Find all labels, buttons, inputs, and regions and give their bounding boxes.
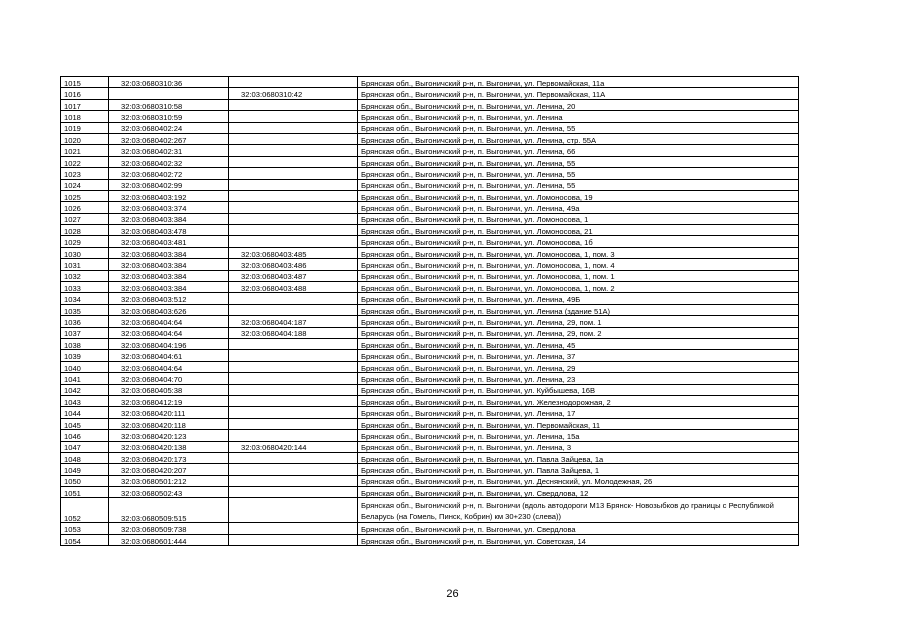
row-number-cell: 1050 — [61, 475, 109, 486]
sub-cadastral-number-cell — [229, 534, 358, 545]
table-row — [61, 475, 799, 486]
row-number-cell: 1026 — [61, 202, 109, 213]
table-row — [61, 77, 799, 88]
cadastral-number-cell: 32:03:0680403:384 — [109, 282, 229, 293]
address-cell: Брянская обл., Выгоничский р-н, п. Выгоничи, ул. Ленина, 15а — [358, 430, 799, 441]
row-number-cell: 1054 — [61, 534, 109, 545]
address-cell: Брянская обл., Выгоничский р-н, п. Выгоничи, ул. Ленина, 17 — [358, 407, 799, 418]
row-number-cell: 1027 — [61, 213, 109, 224]
row-number-cell: 1048 — [61, 452, 109, 463]
table-row — [61, 236, 799, 247]
sub-cadastral-number-cell: 32:03:0680404:188 — [229, 327, 358, 338]
sub-cadastral-number-cell — [229, 77, 358, 88]
address-cell: Брянская обл., Выгоничский р-н, п. Выгоничи, ул. Куйбышева, 16В — [358, 384, 799, 395]
row-number-cell: 1020 — [61, 133, 109, 144]
table-row — [61, 133, 799, 144]
table-row — [61, 99, 799, 110]
row-number-cell: 1022 — [61, 156, 109, 167]
row-number-cell: 1024 — [61, 179, 109, 190]
sub-cadastral-number-cell — [229, 236, 358, 247]
table-row — [61, 464, 799, 475]
sub-cadastral-number-cell — [229, 373, 358, 384]
sub-cadastral-number-cell — [229, 464, 358, 475]
cadastral-number-cell: 32:03:0680420:207 — [109, 464, 229, 475]
table-row — [61, 418, 799, 429]
address-cell: Брянская обл., Выгоничский р-н, п. Выгоничи, ул. Железнодорожная, 2 — [358, 395, 799, 406]
row-number-cell: 1021 — [61, 145, 109, 156]
row-number-cell: 1044 — [61, 407, 109, 418]
sub-cadastral-number-cell — [229, 213, 358, 224]
address-cell: Брянская обл., Выгоничский р-н, п. Выгоничи, ул. Ленина, 29 — [358, 361, 799, 372]
sub-cadastral-number-cell — [229, 156, 358, 167]
sub-cadastral-number-cell: 32:03:0680420:144 — [229, 441, 358, 452]
cadastral-number-cell: 32:03:0680404:61 — [109, 350, 229, 361]
cadastral-number-cell: 32:03:0680403:512 — [109, 293, 229, 304]
table-row — [61, 156, 799, 167]
cadastral-number-cell: 32:03:0680420:123 — [109, 430, 229, 441]
table-row — [61, 259, 799, 270]
sub-cadastral-number-cell: 32:03:0680403:485 — [229, 247, 358, 258]
cadastral-number-cell: 32:03:0680420:173 — [109, 452, 229, 463]
row-number-cell: 1032 — [61, 270, 109, 281]
sub-cadastral-number-cell — [229, 475, 358, 486]
address-cell: Брянская обл., Выгоничский р-н, п. Выгоничи, ул. Ленина — [358, 111, 799, 122]
cadastral-table — [60, 76, 799, 546]
cadastral-number-cell: 32:03:0680402:267 — [109, 133, 229, 144]
cadastral-number-cell: 32:03:0680403:384 — [109, 259, 229, 270]
cadastral-number-cell: 32:03:0680501:212 — [109, 475, 229, 486]
table-row — [61, 293, 799, 304]
row-number-cell: 1040 — [61, 361, 109, 372]
cadastral-number-cell: 32:03:0680405:38 — [109, 384, 229, 395]
cadastral-number-cell: 32:03:0680420:118 — [109, 418, 229, 429]
address-cell: Брянская обл., Выгоничский р-н, п. Выгоничи, ул. Ленина, 37 — [358, 350, 799, 361]
sub-cadastral-number-cell — [229, 384, 358, 395]
cadastral-number-cell: 32:03:0680509:515 — [109, 498, 229, 523]
table-row — [61, 430, 799, 441]
row-number-cell: 1030 — [61, 247, 109, 258]
sub-cadastral-number-cell — [229, 304, 358, 315]
table-row — [61, 441, 799, 452]
address-cell: Брянская обл., Выгоничский р-н, п. Выгоничи, ул. Советская, 14 — [358, 534, 799, 545]
row-number-cell: 1041 — [61, 373, 109, 384]
cadastral-number-cell: 32:03:0680402:24 — [109, 122, 229, 133]
address-cell: Брянская обл., Выгоничский р-н, п. Выгоничи, ул. Первомайская, 11а — [358, 77, 799, 88]
sub-cadastral-number-cell — [229, 133, 358, 144]
address-cell: Брянская обл., Выгоничский р-н, п. Выгоничи, ул. Ленина, 45 — [358, 338, 799, 349]
table-row — [61, 498, 799, 523]
row-number-cell: 1043 — [61, 395, 109, 406]
row-number-cell: 1017 — [61, 99, 109, 110]
table-row — [61, 487, 799, 498]
table-row — [61, 168, 799, 179]
table-row — [61, 523, 799, 534]
sub-cadastral-number-cell — [229, 179, 358, 190]
address-cell: Брянская обл., Выгоничский р-н, п. Выгоничи, ул. Ленина, 29, пом. 1 — [358, 316, 799, 327]
cadastral-number-cell: 32:03:0680403:192 — [109, 190, 229, 201]
sub-cadastral-number-cell — [229, 350, 358, 361]
table-row — [61, 327, 799, 338]
address-cell: Брянская обл., Выгоничский р-н, п. Выгоничи, ул. Ломоносова, 1, пом. 3 — [358, 247, 799, 258]
address-cell: Брянская обл., Выгоничский р-н, п. Выгоничи, ул. Ленина, 23 — [358, 373, 799, 384]
row-number-cell: 1047 — [61, 441, 109, 452]
table-row — [61, 384, 799, 395]
table-row — [61, 534, 799, 545]
cadastral-number-cell: 32:03:0680601:444 — [109, 534, 229, 545]
row-number-cell: 1023 — [61, 168, 109, 179]
table-row — [61, 350, 799, 361]
table-row — [61, 225, 799, 236]
cadastral-number-cell — [109, 88, 229, 99]
cadastral-table-body — [61, 77, 799, 546]
cadastral-number-cell: 32:03:0680404:64 — [109, 361, 229, 372]
row-number-cell: 1036 — [61, 316, 109, 327]
table-row — [61, 179, 799, 190]
cadastral-number-cell: 32:03:0680403:478 — [109, 225, 229, 236]
row-number-cell: 1045 — [61, 418, 109, 429]
row-number-cell: 1031 — [61, 259, 109, 270]
table-row — [61, 316, 799, 327]
sub-cadastral-number-cell — [229, 452, 358, 463]
address-cell: Брянская обл., Выгоничский р-н, п. Выгоничи, ул. Ленина, 49а — [358, 202, 799, 213]
address-cell: Брянская обл., Выгоничский р-н, п. Выгоничи, ул. Свердлова — [358, 523, 799, 534]
cadastral-number-cell: 32:03:0680402:72 — [109, 168, 229, 179]
sub-cadastral-number-cell: 32:03:0680403:487 — [229, 270, 358, 281]
sub-cadastral-number-cell: 32:03:0680403:488 — [229, 282, 358, 293]
cadastral-number-cell: 32:03:0680509:738 — [109, 523, 229, 534]
cadastral-number-cell: 32:03:0680310:58 — [109, 99, 229, 110]
sub-cadastral-number-cell — [229, 168, 358, 179]
address-cell: Брянская обл., Выгоничский р-н, п. Выгоничи, ул. Ленина, 3 — [358, 441, 799, 452]
address-cell: Брянская обл., Выгоничский р-н, п. Выгоничи, ул. Ломоносова, 1 — [358, 213, 799, 224]
address-cell: Брянская обл., Выгоничский р-н, п. Выгоничи, ул. Ленина, 66 — [358, 145, 799, 156]
cadastral-number-cell: 32:03:0680412:19 — [109, 395, 229, 406]
cadastral-number-cell: 32:03:0680403:384 — [109, 247, 229, 258]
cadastral-number-cell: 32:03:0680420:138 — [109, 441, 229, 452]
sub-cadastral-number-cell — [229, 338, 358, 349]
row-number-cell: 1033 — [61, 282, 109, 293]
sub-cadastral-number-cell: 32:03:0680403:486 — [229, 259, 358, 270]
sub-cadastral-number-cell — [229, 190, 358, 201]
row-number-cell: 1018 — [61, 111, 109, 122]
table-row — [61, 111, 799, 122]
sub-cadastral-number-cell — [229, 487, 358, 498]
sub-cadastral-number-cell — [229, 361, 358, 372]
cadastral-number-cell: 32:03:0680502:43 — [109, 487, 229, 498]
row-number-cell: 1015 — [61, 77, 109, 88]
sub-cadastral-number-cell — [229, 293, 358, 304]
address-cell: Брянская обл., Выгоничский р-н, п. Выгоничи, ул. Деснянский, ул. Молодежная, 26 — [358, 475, 799, 486]
cadastral-number-cell: 32:03:0680403:384 — [109, 213, 229, 224]
table-row — [61, 247, 799, 258]
cadastral-number-cell: 32:03:0680404:64 — [109, 316, 229, 327]
address-cell: Брянская обл., Выгоничский р-н, п. Выгоничи, ул. Ломоносова, 1б — [358, 236, 799, 247]
row-number-cell: 1042 — [61, 384, 109, 395]
address-cell: Брянская обл., Выгоничский р-н, п. Выгоничи, ул. Ленина (здание 51А) — [358, 304, 799, 315]
table-row — [61, 338, 799, 349]
row-number-cell: 1016 — [61, 88, 109, 99]
address-cell: Брянская обл., Выгоничский р-н, п. Выгоничи, ул. Ленина, 55 — [358, 122, 799, 133]
row-number-cell: 1052 — [61, 498, 109, 523]
row-number-cell: 1025 — [61, 190, 109, 201]
page-number: 26 — [446, 588, 459, 600]
table-row — [61, 407, 799, 418]
cadastral-number-cell: 32:03:0680310:36 — [109, 77, 229, 88]
row-number-cell: 1019 — [61, 122, 109, 133]
address-cell: Брянская обл., Выгоничский р-н, п. Выгоничи, ул. Павла Зайцева, 1 — [358, 464, 799, 475]
cadastral-number-cell: 32:03:0680310:59 — [109, 111, 229, 122]
cadastral-number-cell: 32:03:0680404:196 — [109, 338, 229, 349]
table-row — [61, 145, 799, 156]
table-row — [61, 122, 799, 133]
address-cell: Брянская обл., Выгоничский р-н, п. Выгоничи, ул. Ленина, 20 — [358, 99, 799, 110]
table-row — [61, 213, 799, 224]
address-cell: Брянская обл., Выгоничский р-н, п. Выгоничи, ул. Ломоносова, 1, пом. 1 — [358, 270, 799, 281]
table-row — [61, 190, 799, 201]
sub-cadastral-number-cell — [229, 407, 358, 418]
row-number-cell: 1046 — [61, 430, 109, 441]
sub-cadastral-number-cell: 32:03:0680310:42 — [229, 88, 358, 99]
cadastral-number-cell: 32:03:0680403:384 — [109, 270, 229, 281]
table-row — [61, 202, 799, 213]
cadastral-number-cell: 32:03:0680402:32 — [109, 156, 229, 167]
cadastral-number-cell: 32:03:0680402:99 — [109, 179, 229, 190]
sub-cadastral-number-cell — [229, 395, 358, 406]
sub-cadastral-number-cell — [229, 145, 358, 156]
sub-cadastral-number-cell — [229, 225, 358, 236]
address-cell: Брянская обл., Выгоничский р-н, п. Выгоничи, ул. Первомайская, 11 — [358, 418, 799, 429]
cadastral-number-cell: 32:03:0680403:481 — [109, 236, 229, 247]
row-number-cell: 1029 — [61, 236, 109, 247]
row-number-cell: 1028 — [61, 225, 109, 236]
table-row — [61, 282, 799, 293]
address-cell: Брянская обл., Выгоничский р-н, п. Выгоничи, ул. Ленина, стр. 55А — [358, 133, 799, 144]
address-cell: Брянская обл., Выгоничский р-н, п. Выгоничи, ул. Ломоносова, 1, пом. 2 — [358, 282, 799, 293]
sub-cadastral-number-cell — [229, 202, 358, 213]
sub-cadastral-number-cell — [229, 523, 358, 534]
row-number-cell: 1039 — [61, 350, 109, 361]
sub-cadastral-number-cell: 32:03:0680404:187 — [229, 316, 358, 327]
sub-cadastral-number-cell — [229, 418, 358, 429]
sub-cadastral-number-cell — [229, 122, 358, 133]
table-row — [61, 88, 799, 99]
row-number-cell: 1053 — [61, 523, 109, 534]
address-cell: Брянская обл., Выгоничский р-н, п. Выгоничи, ул. Ленина, 55 — [358, 156, 799, 167]
row-number-cell: 1038 — [61, 338, 109, 349]
cadastral-number-cell: 32:03:0680404:64 — [109, 327, 229, 338]
row-number-cell: 1049 — [61, 464, 109, 475]
cadastral-number-cell: 32:03:0680403:626 — [109, 304, 229, 315]
cadastral-number-cell: 32:03:0680420:111 — [109, 407, 229, 418]
cadastral-number-cell: 32:03:0680403:374 — [109, 202, 229, 213]
row-number-cell: 1037 — [61, 327, 109, 338]
address-cell: Брянская обл., Выгоничский р-н, п. Выгоничи (вдоль автодороги М13 Брянск- Новозыбков до границы с Республикой Беларусь (на Гомель, Пинск, Кобрин) км 30+230 (слева)) — [358, 498, 799, 523]
address-cell: Брянская обл., Выгоничский р-н, п. Выгоничи, ул. Ломоносова, 1, пом. 4 — [358, 259, 799, 270]
address-cell: Брянская обл., Выгоничский р-н, п. Выгоничи, ул. Ленина, 29, пом. 2 — [358, 327, 799, 338]
table-row — [61, 270, 799, 281]
row-number-cell: 1035 — [61, 304, 109, 315]
address-cell: Брянская обл., Выгоничский р-н, п. Выгоничи, ул. Ломоносова, 21 — [358, 225, 799, 236]
table-row — [61, 304, 799, 315]
address-cell: Брянская обл., Выгоничский р-н, п. Выгоничи, ул. Первомайская, 11А — [358, 88, 799, 99]
address-cell: Брянская обл., Выгоничский р-н, п. Выгоничи, ул. Ленина, 55 — [358, 179, 799, 190]
table-row — [61, 373, 799, 384]
address-cell: Брянская обл., Выгоничский р-н, п. Выгоничи, ул. Ленина, 49Б — [358, 293, 799, 304]
table-row — [61, 452, 799, 463]
sub-cadastral-number-cell — [229, 111, 358, 122]
table-row — [61, 361, 799, 372]
cadastral-number-cell: 32:03:0680402:31 — [109, 145, 229, 156]
row-number-cell: 1051 — [61, 487, 109, 498]
sub-cadastral-number-cell — [229, 498, 358, 523]
address-cell: Брянская обл., Выгоничский р-н, п. Выгоничи, ул. Ленина, 55 — [358, 168, 799, 179]
address-cell: Брянская обл., Выгоничский р-н, п. Выгоничи, ул. Павла Зайцева, 1а — [358, 452, 799, 463]
address-cell: Брянская обл., Выгоничский р-н, п. Выгоничи, ул. Свердлова, 12 — [358, 487, 799, 498]
sub-cadastral-number-cell — [229, 430, 358, 441]
cadastral-number-cell: 32:03:0680404:70 — [109, 373, 229, 384]
sub-cadastral-number-cell — [229, 99, 358, 110]
row-number-cell: 1034 — [61, 293, 109, 304]
table-row — [61, 395, 799, 406]
address-cell: Брянская обл., Выгоничский р-н, п. Выгоничи, ул. Ломоносова, 19 — [358, 190, 799, 201]
